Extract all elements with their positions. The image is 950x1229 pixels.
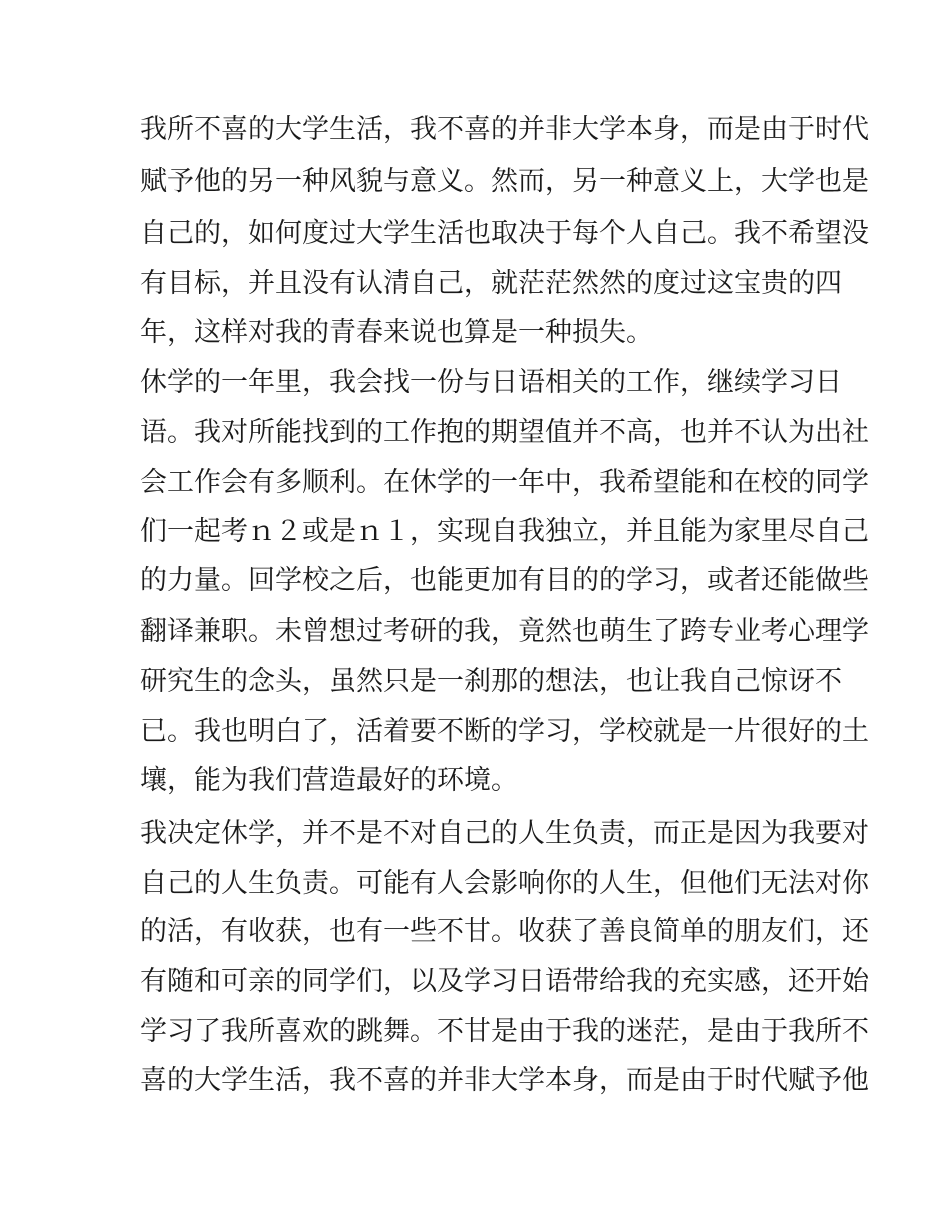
paragraph-2-line-5: 的力量。回学校之后，也能更加有目的的学习，或者还能做些 [140,565,869,596]
paragraph-3-line-1: 我决定休学，并不是不对自己的人生负责，而正是因为我要对 [140,818,869,849]
paragraph-2-line-1: 休学的一年里，我会找一份与日语相关的工作，继续学习日 [140,367,842,398]
paragraph-2-line-4: 们一起考ｎ２或是ｎ１，实现自我独立，并且能为家里尽自己 [140,516,869,547]
paragraph-3-line-6: 喜的大学生活，我不喜的并非大学本身，而是由于时代赋予他 [140,1065,869,1096]
paragraph-3-line-5: 学习了我所喜欢的跳舞。不甘是由于我的迷茫，是由于我所不 [140,1016,869,1047]
paragraph-3-line-4: 有随和可亲的同学们，以及学习日语带给我的充实感，还开始 [140,966,869,997]
paragraph-2-line-6: 翻译兼职。未曾想过考研的我，竟然也萌生了跨专业考心理学 [140,616,869,647]
paragraph-2-line-8: 已。我也明白了，活着要不断的学习，学校就是一片很好的土 [140,716,869,747]
paragraph-2-line-3: 会工作会有多顺利。在休学的一年中，我希望能和在校的同学 [140,467,869,498]
paragraph-3-line-2: 自己的人生负责。可能有人会影响你的人生，但他们无法对你 [140,868,869,899]
paragraph-1-line-2: 赋予他的另一种风貌与意义。然而，另一种意义上，大学也是 [140,166,869,197]
paragraph-2-line-2: 语。我对所能找到的工作抱的期望值并不高，也并不认为出社 [140,417,869,448]
paragraph-2-line-9: 壤，能为我们营造最好的环境。 [140,765,518,796]
paragraph-2-line-7: 研究生的念头，虽然只是一刹那的想法，也让我自己惊讶不 [140,666,842,697]
paragraph-1-line-3: 自己的，如何度过大学生活也取决于每个人自己。我不希望没 [140,218,869,249]
paragraph-1-line-5: 年，这样对我的青春来说也算是一种损失。 [140,317,653,348]
paragraph-1-line-4: 有目标，并且没有认清自己，就茫茫然然的度过这宝贵的四 [140,268,842,299]
paragraph-3-line-3: 的活，有收获，也有一些不甘。收获了善良简单的朋友们，还 [140,916,869,947]
paragraph-1-line-1: 我所不喜的大学生活，我不喜的并非大学本身，而是由于时代 [140,114,869,145]
